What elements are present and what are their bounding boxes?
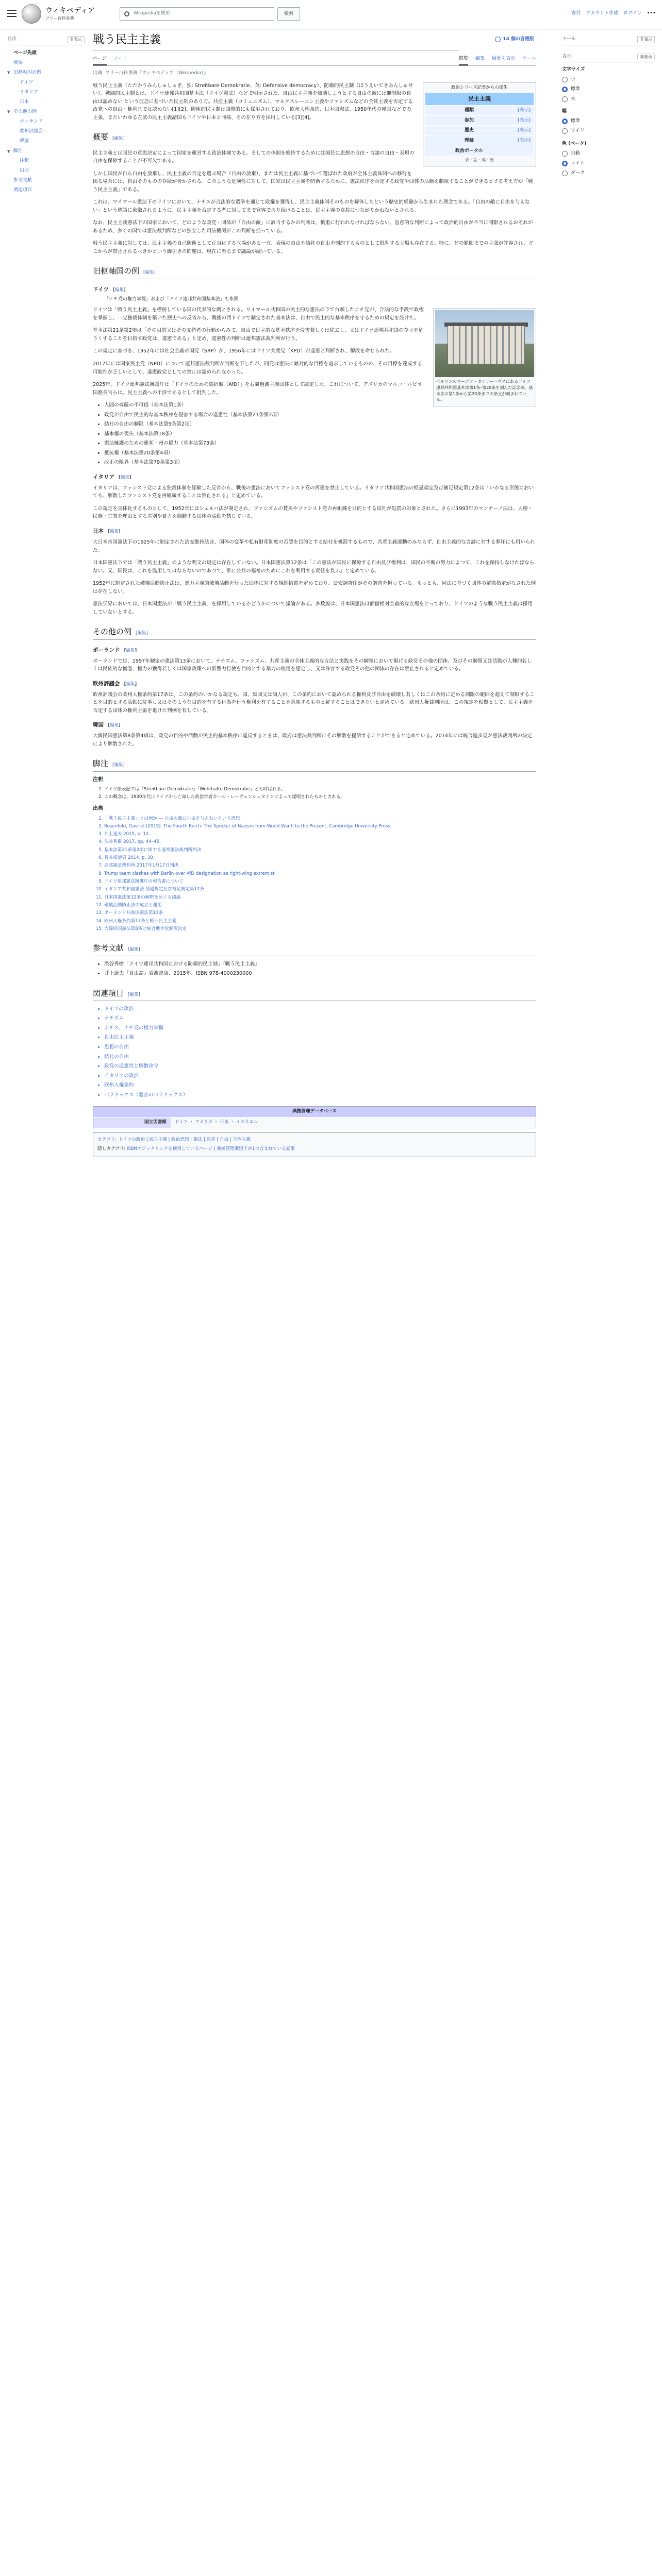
citation-item[interactable]: 8. Trump team clashes with Berlin over AfD designation as right-wing extremist — [104, 871, 536, 877]
toc-item-label: ポーランド — [20, 118, 43, 124]
edit-section-link[interactable]: [編集] — [136, 631, 148, 636]
radio-option[interactable] — [562, 149, 655, 159]
heading-japan — [93, 527, 536, 536]
heading-see-also — [93, 987, 536, 1001]
user-tools — [571, 10, 656, 17]
see-also-link[interactable]: • 政党の違憲性と解散命令 — [104, 1062, 536, 1071]
infobox-series: 政治シリーズ記事からの派生 — [451, 84, 508, 90]
paragraph: ドイツは「戦う民主主義」を標榜している国の代表的な例とされる。ワイマール共和国の民主的な憲法の下で台頭したナチ党が、合法的な手段で政権を掌握し、一党独裁体制を築いた歴史への反省から、戦後の西ドイツで制定された基本法は、自由で民主的な基本秩序を守るための規定を設けた。 — [93, 307, 424, 321]
toc-hide-button[interactable]: 非表示 — [67, 36, 85, 43]
notes-heading: 注釈 — [93, 776, 103, 783]
infobox-row[interactable] — [425, 125, 534, 135]
infobox-toggle[interactable] — [510, 147, 531, 155]
infobox-toggle[interactable]: [表示] — [517, 108, 531, 113]
main-content — [93, 33, 536, 1157]
category-label[interactable]: カテゴリ: — [97, 1137, 117, 1143]
citation-item[interactable]: 4. 渋谷秀樹 2017, pp. 44–45. — [104, 839, 536, 845]
toc-item-label: 関連項目 — [13, 188, 32, 193]
toc-sidebar — [7, 36, 85, 195]
toc-title: 目次 — [7, 37, 17, 42]
edit-label[interactable]: 編集 — [129, 992, 139, 997]
toc-list — [7, 48, 85, 196]
citation-item[interactable]: 13. ポーランド共和国憲法第13条 — [104, 910, 536, 917]
search-icon — [124, 11, 129, 16]
list-item: • 憲法擁護のための連邦・州の協力（基本法第73条） — [104, 439, 536, 448]
tagline: フリー百科事典 — [45, 16, 74, 21]
toc-item[interactable] — [7, 88, 85, 97]
citation-item[interactable]: 10. イタリア共和国憲法 経過規定及び補足規定第12条 — [104, 886, 536, 893]
category-list[interactable]: ドイツの政治 | 民主主義 | 政治思想 | 憲法 | 政党 | 自由 | 全体主義 — [118, 1137, 251, 1143]
radio-label: 標準 — [571, 87, 581, 92]
infobox-rows — [425, 105, 534, 156]
citation-item[interactable]: 6. 長谷部恭男 2014, p. 30. — [104, 855, 536, 861]
infobox-row[interactable] — [425, 115, 534, 126]
citation-item[interactable]: 2. Rosenfeld, Gavriel (2019). The Fourth Reich: The Specter of Nazism from World War II to the Present. Cambridge University Press. — [104, 823, 536, 830]
edit-section-link[interactable]: [編集] — [124, 681, 137, 687]
appearance-title: 表示 — [562, 54, 572, 59]
edit-label[interactable]: 編集 — [145, 270, 154, 276]
toc-header — [7, 36, 85, 45]
toc-item[interactable] — [7, 97, 85, 107]
language-icon — [495, 37, 501, 42]
radio-option[interactable] — [562, 75, 655, 84]
heading-text: 日本 — [93, 528, 104, 534]
search-placeholder: Wikipediaを検索 — [134, 11, 170, 16]
authority-control — [93, 1106, 536, 1128]
heading-footnotes — [93, 757, 536, 771]
toc-item[interactable] — [7, 48, 85, 58]
infobox-key: 理論 — [464, 138, 474, 143]
toc-item-label: 概要 — [13, 60, 23, 65]
paragraph: 2017年には国家民主党（NPD）について連邦憲法裁判所が判断を下したが、同党は憲法に敵対的な目標を追求しているものの、その目標を達成する可能性が乏しいとして、違憲政党としての禁止は認められなかった。 — [93, 361, 422, 375]
width-title: 幅 — [562, 109, 567, 114]
infobox-row[interactable] — [425, 135, 534, 146]
citation-item[interactable]: 9. ドイツ連邦憲法擁護庁の報告書について — [104, 878, 536, 885]
edit-label[interactable]: 編集 — [114, 287, 124, 293]
infobox-toggle[interactable]: [表示] — [517, 117, 531, 123]
tools-header — [562, 36, 655, 45]
heading-text: 欧州評議会 — [93, 680, 120, 687]
paragraph: 大日本帝国憲法下の1925年に制定された治安維持法は、国体の変革や私有財産制度の否認を目的とする結社を処罰するもので、共産主義運動のみならず、自由主義的な言論に対する弾圧にも用いられた。 — [93, 539, 536, 553]
radio-label: 大 — [571, 96, 576, 102]
heading-text: ポーランド — [93, 647, 120, 653]
heading-text: 概要 — [93, 132, 109, 142]
infobox-head: 民主主義 — [425, 93, 534, 105]
list-item: • 政党が自由で民主的な基本秩序を侵害する場合の違憲性（基本法第21条第2項） — [104, 411, 536, 419]
toc-item[interactable] — [7, 156, 85, 166]
germany-list — [104, 401, 536, 467]
wordmark[interactable]: ウィキペディア — [45, 7, 95, 15]
toc-item[interactable] — [7, 78, 85, 88]
edit-label[interactable]: 編集 — [126, 681, 135, 687]
bibliography-list — [104, 960, 536, 978]
see-also-link[interactable]: • ドイツの政治 — [104, 1005, 536, 1013]
see-also-link[interactable]: • 思想の自由 — [104, 1043, 536, 1052]
citation-item[interactable]: 5. 基本法第21条第2項に関する連邦憲法裁判所判決 — [104, 847, 536, 854]
photo-caption: ベルリンのマーゴア・ガイザーハウスにあるドイツ連邦共和国基本法第1条–第20条を刻んだ記念碑。基本法の第1条から第20条までの条文が刻まれている。 — [436, 379, 533, 402]
heading-text: イタリア — [93, 473, 114, 480]
authority-row — [93, 1117, 536, 1128]
edit-section-link[interactable]: [編集] — [108, 723, 121, 728]
toc-item[interactable] — [7, 137, 85, 146]
tab-history[interactable]: 履歴を表示 — [492, 56, 516, 61]
notes-list — [104, 786, 536, 801]
radio-label: ダーク — [571, 170, 585, 176]
edit-section-link[interactable]: [編集] — [124, 648, 137, 653]
radio-icon[interactable] — [562, 171, 568, 176]
toc-item-label: 韓国 — [20, 139, 29, 144]
poland-section — [93, 657, 536, 673]
see-also-link[interactable]: • ナチス、ナチ党の権力掌握 — [104, 1024, 536, 1032]
infobox-key: 参加 — [464, 117, 474, 123]
paragraph: 欧州評議会の欧州人権条約第17条は、この条約のいかなる規定も、国、集団又は個人が、この条約において認められる権利及び自由を破壊し若しくはこの条約に定める制限の範囲を超えて制限することを目的とする活動に従事し又はそのような目的を有する行為を行う権利を有することを意味するものと解することはできないと定めている。欧州人権裁判所は、この規定を根拠として、民主主義を否定する団体の権利主張を退けた判例を有している。 — [93, 691, 535, 714]
toc-item[interactable] — [7, 117, 85, 127]
list-item: • 結社の自由の制限（基本法第9条第2項） — [104, 420, 536, 429]
edit-label[interactable]: 編集 — [126, 648, 135, 653]
see-also-link[interactable]: • パラドックス（寛容のパラドックス） — [104, 1091, 536, 1099]
heading-poland — [93, 646, 536, 655]
edit-label[interactable]: 編集 — [109, 529, 119, 534]
language-button[interactable] — [495, 36, 534, 43]
cites-heading: 出典 — [93, 806, 103, 812]
tab-edit[interactable]: 編集 — [475, 56, 485, 61]
paragraph: 戦う民主主義（たたかうみんしゅしゅぎ、独: Streitbare Demokratie、英: Defensive democracy）、防衛的民主制（ほうえいてきみんしゅせい）、戦闘的民主制とは、ドイツ連邦共和国基本法（ドイツ憲法）などで明示された、自由民主主義を破壊しようとする自由の敵には無制限の自由は認めない という理念に基づいた民主制のあり方。共産主義（コミュニズム）、マルクスレーニン主義やファシズムなどの全体主義を否定する政党への自由・権利までは認めない[1][2]。防衛的民主制は国際的にも採用されており、欧州人権条約、日本国憲法、1950年代の韓国などでの主張、またいわゆる左派の民主主義諸国もドイツや日本と同様、その在り方を採用している[3][4]。 — [93, 82, 413, 121]
note-item: 2. この概念は、1930年代にドイツから亡命した政治学者カール・レーヴェンシュタインによって提唱されたものとされる。 — [104, 794, 536, 801]
caret-icon[interactable]: ▼ — [7, 110, 10, 114]
citation-item[interactable]: 11. 日本国憲法第12条の解釈をめぐる議論 — [104, 894, 536, 901]
radio-label: 標準 — [571, 118, 581, 124]
edit-label[interactable]: 編集 — [114, 136, 123, 142]
heading-axis — [93, 265, 536, 279]
basic-law-photo[interactable] — [435, 310, 534, 377]
toc-item-label: ページ先頭 — [13, 50, 37, 56]
paragraph: この規定を具体化するものとして、1952年にはシェルバ法が制定され、ファシズムの賛美やファシスト党の再組織を目的とする結社が処罰の対象とされた。さらに1993年のマンチーノ法は、人種・民族・宗教を理由とする差別や暴力を煽動する団体の活動を禁じている。 — [93, 505, 533, 520]
hidden-category-list[interactable]: ISBNマジックリンクを使用しているページ | 典拠管理識別子が1つ含まれている記事 — [126, 1146, 295, 1151]
edit-section-link[interactable]: [編集] — [108, 529, 121, 534]
create-account-link[interactable]: アカウント作成 — [586, 11, 619, 16]
citation-item[interactable]: 1. 「戦う民主主義」とは何か ― 自由の敵に自由を与えないという思想 — [104, 816, 536, 822]
tab-talk[interactable]: ノート — [113, 56, 128, 61]
heading-italy — [93, 473, 536, 482]
list-item: • 改正の限界（基本法第79条第3項） — [104, 459, 536, 467]
edit-section-link[interactable]: [編集] — [143, 270, 156, 276]
heading-text: 韓国 — [93, 722, 104, 728]
site-sub: 出典: フリー百科事典『ウィキペディア（Wikipedia）』 — [93, 70, 208, 76]
citations-list — [104, 816, 536, 933]
edit-section-link[interactable]: [編集] — [119, 474, 131, 480]
note-item: 1. ドイツ語表記では「Streitbare Demokratie」「Wehrhafte Demokratie」とも呼ばれる。 — [104, 786, 536, 793]
page-title: 戦う民主主義 — [93, 33, 459, 50]
toc-item-label: 日本 — [20, 99, 29, 105]
paragraph: 大韓民国憲法第8条第4項は、政党の目的や活動が民主的基本秩序に違反するときは、政府は憲法裁判所にその解散を提訴することができると定めている。2014年には統合進歩党が憲法裁判所の決定により解散された。 — [93, 733, 533, 747]
infobox-key: 種類 — [464, 108, 474, 113]
toc-item[interactable] — [7, 127, 85, 137]
wikipedia-logo[interactable] — [22, 4, 41, 24]
toc-item[interactable] — [7, 166, 85, 176]
heading-text: 関連項目 — [93, 988, 124, 998]
paragraph: 憲法学界においては、日本国憲法が「戦う民主主義」を採用しているかどうかについて議論がある。多数説は、日本国憲法は価値相対主義的な立場をとっており、ドイツのような戦う民主主義は採用していないとする。 — [93, 601, 533, 615]
toc-item-label: 出典 — [20, 168, 29, 174]
see-also-link[interactable]: • 自由民主主義 — [104, 1033, 536, 1042]
toc-item-label: ドイツ — [20, 79, 34, 85]
paragraph: ポーランドでは、1997年制定の憲法第13条において、ナチズム、ファシズム、共産主義の全体主義的な方法と実践をその綱領において掲げる政党その他の団体、及びその綱領又は活動が人種的若しくは民族的な憎悪、権力の獲得若しくは国家政策への影響力行使を目的とする暴力の使用を想定し、又は許容する政党その他の団体の存在は禁止されると定めている。 — [93, 658, 532, 672]
text-size-title: 文字サイズ — [562, 67, 585, 73]
tools-hide-button[interactable]: 非表示 — [637, 36, 655, 43]
heading-germany — [93, 285, 536, 294]
japan-section — [93, 538, 536, 616]
heading-text: その他の例 — [93, 627, 132, 637]
infobox-row[interactable] — [425, 146, 534, 156]
radio-icon[interactable] — [562, 96, 568, 102]
tab-read[interactable]: 閲覧 — [459, 54, 468, 65]
radio-icon[interactable] — [562, 161, 568, 166]
toc-item[interactable] — [7, 176, 85, 185]
search-input[interactable] — [120, 7, 274, 21]
radio-option[interactable] — [562, 84, 655, 94]
authority-title: 典拠管理データベース — [93, 1107, 536, 1117]
toc-item-label: 参考文献 — [13, 178, 32, 183]
see-also-link[interactable]: • 結社の自由 — [104, 1053, 536, 1061]
paragraph: これは、ワイマール憲法下のドイツにおいて、ナチスが合法的な選挙を通じて政権を獲得し、民主主義体制そのものを解体したという歴史的経験から生まれた理念である。「自由の敵に自由を与えない」という標語に象徴されるように、民主主義を否定する者に対してまで寛容であり続けることは、民主主義の自殺につながりかねないとされる。 — [93, 199, 530, 213]
tab-tools[interactable]: ツール — [522, 56, 536, 61]
radio-icon[interactable] — [562, 87, 568, 92]
radio-icon[interactable] — [562, 77, 568, 82]
article-body — [93, 82, 536, 1157]
heading-text: 参考文献 — [93, 943, 124, 953]
radio-label: ワイド — [571, 128, 585, 134]
tools-title: ツール — [562, 37, 576, 42]
infobox-toggle[interactable]: [表示] — [517, 128, 531, 133]
italy-section — [93, 484, 536, 521]
see-also-list — [104, 1005, 536, 1099]
radio-icon[interactable] — [562, 128, 568, 134]
caret-icon[interactable]: ▼ — [7, 149, 10, 154]
heading-other — [93, 625, 536, 639]
paragraph: 基本法第21条第2項は「その目的又はその支持者の行動からみて、自由で民主的な基本秩序を侵害若しくは除去し、又はドイツ連邦共和国の存立を危うくすることを目指す政党は、違憲である」と定め、違憲性の判断は連邦憲法裁判所が行う。 — [93, 328, 424, 342]
toc-item[interactable] — [7, 68, 85, 78]
heading-text: ドイツ — [93, 286, 109, 293]
radio-label: 自動 — [571, 150, 581, 156]
radio-label: ライト — [571, 160, 585, 166]
photo-thumbnail[interactable] — [433, 308, 536, 406]
see-also-link[interactable]: • イタリアの政治 — [104, 1072, 536, 1080]
heading-text: 旧枢軸国の例 — [93, 266, 140, 276]
paragraph: この規定に基づき、1952年には社会主義帝国党（SRP）が、1956年にはドイツ共産党（KPD）が違憲と判断され、解散を命じられた。 — [93, 348, 395, 354]
edit-section-link[interactable]: [編集] — [112, 762, 125, 768]
authority-value[interactable]: ドイツ ・ アメリカ ・ 日本 ・ イスラエル — [175, 1120, 258, 1125]
toc-item[interactable] — [7, 107, 85, 117]
toc-item[interactable] — [7, 58, 85, 68]
citation-item[interactable]: 7. 連邦憲法裁判所 2017年1月17日判決 — [104, 862, 536, 869]
radio-label: 小 — [571, 77, 576, 82]
infobox-key: 歴史 — [464, 128, 474, 133]
list-item: • 抵抗権（基本法第20条第4項） — [104, 449, 536, 457]
radio-option[interactable] — [562, 168, 655, 178]
radio-icon[interactable] — [562, 151, 568, 157]
heading-bibliography — [93, 942, 536, 956]
radio-option[interactable] — [562, 94, 655, 104]
radio-option[interactable] — [562, 159, 655, 168]
coe-section — [93, 691, 536, 715]
heading-korea — [93, 721, 536, 730]
paragraph: しかし国民が自ら自由を放棄し、民主主義の否定を選ぶ場合（自由の放棄）、または民主主義に基づいて選ばれた政府が全体主義体制への移行を図る場合には、自由そのものの存続が脅かされる。このような危険性に対して、国家は民主主義を防衛するために、憲法秩序を否定する政党や団体の活動を制限することができるとする考え方が「戦う民主主義」である。 — [93, 171, 533, 193]
infobox-toggle[interactable]: [表示] — [517, 138, 531, 143]
site-header — [0, 0, 662, 30]
hidden-category-label: 隠しカテゴリ: — [97, 1146, 126, 1151]
radio-option[interactable] — [562, 116, 655, 126]
toc-item-label: イタリア — [20, 89, 39, 95]
edit-section-link[interactable]: [編集] — [112, 287, 126, 293]
donate-link[interactable]: 寄付 — [571, 11, 581, 16]
heading-coe — [93, 680, 536, 688]
see-also-link[interactable]: • 欧州人権条約 — [104, 1081, 536, 1090]
appearance-sidebar — [562, 36, 655, 187]
edit-section-link[interactable]: [編集] — [112, 136, 125, 142]
tab-page[interactable]: ページ — [93, 54, 107, 65]
toc-item-label: 旧枢軸国の例 — [13, 70, 42, 75]
paragraph: 日本国憲法下では「戦う民主主義」のような明文の規定は存在していない。日本国憲法第12条は「この憲法が国民に保障する自由及び権利は、国民の不断の努力によつて、これを保持しなければならない。又、国民は、これを濫用してはならないのであつて、常に公共の福祉のためにこれを利用する責任を負ふ」と定めている。 — [93, 560, 535, 574]
list-item: • 人間の尊厳の不可侵（基本法第1条） — [104, 401, 536, 410]
infobox-row[interactable] — [425, 105, 534, 115]
radio-icon[interactable] — [562, 118, 568, 124]
paragraph: 民主主義とは国民の意思決定によって国家を運営する政治体制である。そしての体制を維持するためには国民に思想の自由・言論の自由・表現の自由を保障することが不可欠である。 — [93, 150, 415, 164]
bibliography-item: • 渋谷秀樹「ドイツ連邦共和国における防衛的民主制」『戦う民主主義』 — [104, 960, 536, 969]
citation-item[interactable]: 12. 破壊活動防止法の成立と運用 — [104, 902, 536, 909]
heading-text: 脚注 — [93, 759, 109, 769]
caret-icon[interactable]: ▼ — [7, 71, 10, 75]
appearance-hide-button[interactable]: 非表示 — [637, 54, 655, 61]
color-options — [562, 149, 655, 178]
more-menu-icon[interactable]: ••• — [647, 11, 656, 16]
edit-label[interactable]: 編集 — [120, 474, 129, 480]
paragraph: イタリアは、ファシスト党による独裁体制を経験した反省から、戦後の憲法においてファシスト党の再建を禁止している。イタリア共和国憲法の経過規定及び補足規定第12条は「いかなる形態においても、解散したファシスト党を再組織することは禁止される」と定めている。 — [93, 485, 534, 499]
infobox-key: 政治ポータル — [455, 148, 483, 154]
edit-label[interactable]: 編集 — [109, 723, 119, 728]
radio-option[interactable] — [562, 126, 655, 136]
toc-item-label: 注釈 — [20, 158, 29, 164]
toc-item-label: 脚注 — [13, 148, 23, 154]
search-button[interactable]: 検索 — [277, 7, 300, 21]
see-also-link[interactable]: • ナチズム — [104, 1014, 536, 1023]
page-tabs — [93, 54, 536, 66]
korea-section — [93, 732, 536, 748]
citation-item[interactable]: 3. 井上達夫 2015, p. 12. — [104, 831, 536, 838]
edit-section-link[interactable]: [編集] — [128, 992, 140, 997]
infobox-vte[interactable]: 表・話・編・歴 — [465, 158, 494, 163]
toc-item-label: 欧州評議会 — [20, 128, 43, 134]
main-menu-icon[interactable] — [7, 10, 16, 17]
category-links — [93, 1132, 536, 1157]
toc-item[interactable] — [7, 146, 85, 156]
language-label: 14 個の言語版 — [503, 37, 534, 42]
toc-item-label: その他の例 — [13, 109, 37, 114]
toc-item[interactable] — [7, 185, 85, 195]
hatnote[interactable]: 「ナチ党の権力掌握」および「ドイツ連邦共和国基本法」も参照 — [104, 296, 239, 302]
login-link[interactable]: ログイン — [623, 11, 642, 16]
edit-label[interactable]: 編集 — [129, 947, 139, 953]
bibliography-item: • 井上達夫『自由論』岩波書店、2015年、ISBN 978-4000230000 — [104, 970, 536, 978]
color-title: 色 (ベータ) — [562, 141, 587, 146]
edit-section-link[interactable]: [編集] — [128, 947, 140, 953]
authority-key: 国立図書館 — [93, 1117, 171, 1128]
edit-label[interactable]: 編集 — [114, 762, 123, 768]
edit-label[interactable]: 編集 — [137, 631, 146, 636]
list-item: • 基本権の喪失（基本法第18条） — [104, 430, 536, 438]
citation-item[interactable]: 15. 大韓民国憲法第8条と統合進歩党解散決定 — [104, 926, 536, 933]
paragraph: 戦う民主主義に対しては、民主主義の自己防衛として正当化する立場がある一方、表現の自由や結社の自由を制約するものとして批判する立場も存在する。特に、どの範囲までの主張が許容され、どこからが禁止されるべきかという線引きの問題は、現在に至るまで議論が続いている。 — [93, 241, 534, 255]
width-options — [562, 116, 655, 136]
infobox-democracy — [423, 82, 536, 166]
appearance-header — [562, 54, 655, 63]
citation-item[interactable]: 14. 欧州人権条約第17条と戦う民主主義 — [104, 918, 536, 925]
paragraph: 2025年、ドイツ連邦憲法擁護庁は「ドイツのための選択肢（AfD）」を右翼過激主義団体として認定した。これについて、アメリカのマルコ・ルビオ国務長官らは、民主主義への干渉であるとして批判した。 — [93, 382, 422, 396]
text-size-options — [562, 75, 655, 104]
paragraph: 1952年に制定された破壊活動防止法は、暴力主義的破壊活動を行った団体に対する規制措置を定めており、公安調査庁がその調査を担っている。もっとも、同法に基づく団体の解散指定がなされた例は存在しない。 — [93, 581, 536, 595]
paragraph: なお、民主主義憲法下の国家において、どのような政党・団体が「自由の敵」に該当するかの判断は、慎重に行われなければならない。恣意的な判断によって政治的自由が不当に制限されるおそれがあるため、多くの国では憲法裁判所などの独立した司法機関がこの判断を担っている。 — [93, 220, 533, 234]
